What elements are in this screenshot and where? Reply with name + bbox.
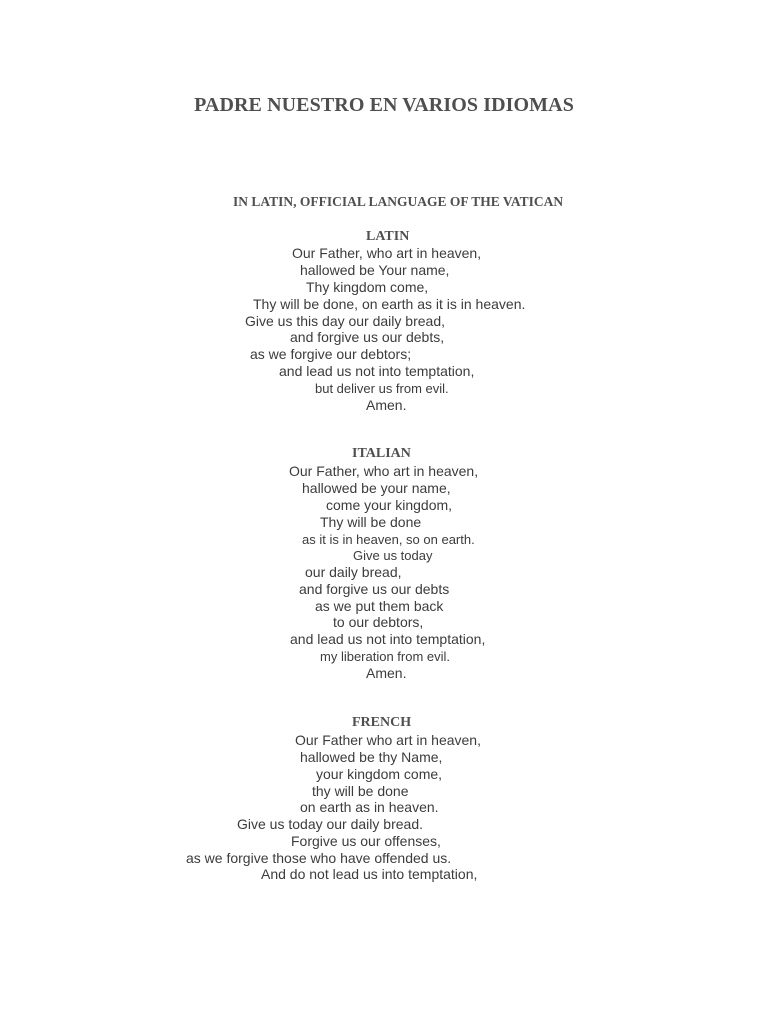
- latin-line-10: Amen.: [366, 397, 407, 413]
- french-line-9: And do not lead us into temptation,: [261, 866, 478, 882]
- heading-latin: LATIN: [366, 229, 410, 244]
- latin-line-5: Give us this day our daily bread,: [245, 313, 445, 329]
- french-line-3: your kingdom come,: [316, 766, 443, 782]
- italian-line-9: as we put them back: [315, 598, 444, 614]
- italian-line-11: and lead us not into temptation,: [290, 631, 486, 647]
- french-line-6: Give us today our daily bread.: [237, 816, 423, 832]
- section-subheading: IN LATIN, OFFICIAL LANGUAGE OF THE VATICAN: [233, 194, 564, 209]
- latin-line-7: as we forgive our debtors;: [250, 346, 412, 362]
- italian-line-2: hallowed be your name,: [302, 480, 451, 496]
- latin-line-4: Thy will be done, on earth as it is in heaven.: [253, 296, 526, 312]
- italian-line-5: as it is in heaven, so on earth.: [302, 532, 475, 547]
- french-line-2: hallowed be thy Name,: [300, 749, 443, 765]
- latin-line-8: and lead us not into temptation,: [279, 363, 475, 379]
- italian-line-4: Thy will be done: [320, 514, 422, 530]
- italian-line-7: our daily bread,: [305, 564, 402, 580]
- french-line-1: Our Father who art in heaven,: [295, 732, 481, 748]
- latin-line-2: hallowed be Your name,: [300, 262, 450, 278]
- latin-line-6: and forgive us our debts,: [290, 329, 445, 345]
- french-line-4: thy will be done: [312, 783, 409, 799]
- latin-line-3: Thy kingdom come,: [306, 279, 429, 295]
- italian-line-1: Our Father, who art in heaven,: [289, 463, 479, 479]
- heading-french: FRENCH: [352, 715, 412, 730]
- heading-italian: ITALIAN: [352, 446, 411, 461]
- italian-line-12: my liberation from evil.: [320, 649, 451, 664]
- french-line-8: as we forgive those who have offended us.: [186, 850, 452, 866]
- latin-line-9: but deliver us from evil.: [315, 381, 449, 396]
- french-line-7: Forgive us our offenses,: [291, 833, 441, 849]
- italian-line-3: come your kingdom,: [326, 497, 453, 513]
- italian-line-13: Amen.: [366, 665, 407, 681]
- italian-line-6: Give us today: [353, 548, 433, 563]
- italian-line-10: to our debtors,: [333, 614, 424, 630]
- page-title: PADRE NUESTRO EN VARIOS IDIOMAS: [194, 94, 574, 116]
- italian-line-8: and forgive us our debts: [299, 581, 450, 597]
- french-line-5: on earth as in heaven.: [300, 799, 439, 815]
- latin-line-1: Our Father, who art in heaven,: [292, 245, 482, 261]
